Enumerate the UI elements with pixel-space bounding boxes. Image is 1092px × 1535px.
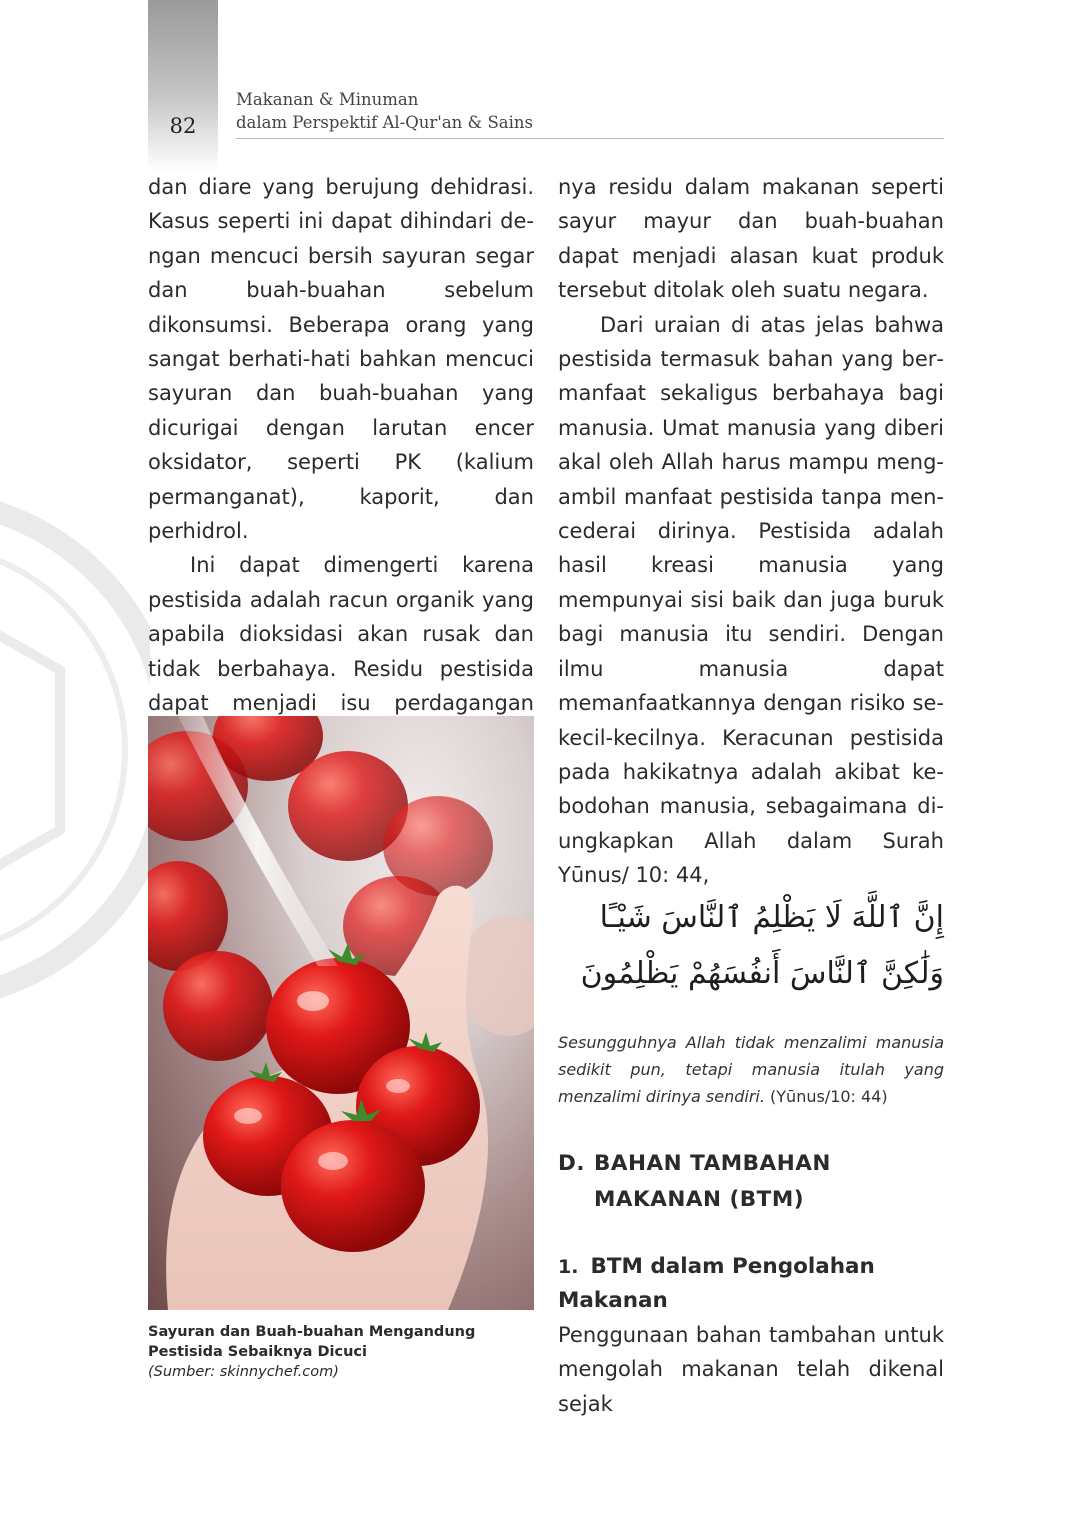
figure-caption-source: (Sumber: skinnychef.com) — [148, 1364, 339, 1380]
figure-caption — [148, 1322, 534, 1382]
subsection-title: BTM dalam Pengolahan Makanan — [558, 1254, 875, 1313]
subsection-heading — [558, 1250, 944, 1318]
right-bottom-text — [558, 1318, 944, 1421]
book-title-line-2: dalam Perspektif Al-Qur'an & Sains — [236, 113, 533, 132]
header-divider — [236, 138, 944, 139]
subsection-number: 1. — [558, 1256, 579, 1278]
page-number-tab — [148, 0, 218, 172]
tomato-illustration-icon — [148, 716, 534, 1310]
left-text-column — [148, 170, 534, 755]
left-paragraph-1: dan diare yang berujung dehidrasi. Kasus seperti ini dapat dihindari dengan mencuci bersih sayuran segar dan buah-buahan sebelum dikonsumsi. Beberapa orang yang sangat berhati-hati bahkan mencuci sayuran dan buah-buahan yang dicurigai dengan larutan encer oksidator, seperti PK (kalium permanganat), kaporit, dan perhidrol. — [148, 175, 534, 544]
figure-caption-title: Sayuran dan Buah-buahan Mengandung Pestisida Sebaiknya Dicuci — [148, 1324, 476, 1360]
left-paragraph-2: Ini dapat dimengerti karena pestisida adalah racun organik yang apabila dioksidasi akan rusak dan tidak berbahaya. Residu pestisida dapat menjadi isu perdagangan — [148, 553, 534, 716]
book-title-line-1: Makanan & Minuman — [236, 90, 419, 109]
section-heading — [558, 1146, 944, 1218]
verse-reference: (Yūnus/10: 44) — [770, 1087, 888, 1106]
right-text-column — [558, 170, 944, 893]
running-title — [236, 88, 533, 134]
quran-verse-arabic: إِنَّ ٱللَّهَ لَا يَظْلِمُ ٱلنَّاسَ شَيْـًا وَلَٰكِنَّ ٱلنَّاسَ أَنفُسَهُمْ يَظْلِمُونَ — [580, 900, 944, 991]
right-paragraph-3: Penggunaan bahan tambahan untuk mengolah makanan telah dikenal sejak — [558, 1323, 944, 1416]
stamp-watermark-icon — [0, 440, 150, 1060]
verse-translation-text: Sesungguhnya Allah tidak menzalimi manusia sedikit pun, tetapi manusia itulah yang menzalimi dirinya sendiri. — [558, 1033, 944, 1106]
right-paragraph-2: Dari uraian di atas jelas bahwa pestisida termasuk bahan yang bermanfaat sekaligus berbahaya bagi manusia. Umat manusia yang diberi akal oleh Allah harus mampu mengambil manfaat pestisida tanpa mencederai dirinya. Pestisida adalah hasil kreasi manusia yang mempunyai sisi baik dan juga buruk bagi manusia itu sendiri. Dengan ilmu manusia dapat memanfaatkannya dengan risiko sekecil-kecilnya. Keracunan pestisida pada hakikatnya adalah akibat kebodohan manusia, sebagaimana diungkapkan Allah dalam Surah Yūnus/ 10: 44, — [558, 312, 944, 888]
section-title: BAHAN TAMBAHAN MAKANAN (BTM) — [594, 1151, 831, 1212]
page-number: 82 — [169, 114, 197, 138]
right-paragraph-1: nya residu dalam makanan seperti sayur mayur dan buah-buahan dapat menjadi alasan kuat produk tersebut ditolak oleh suatu negara. — [558, 175, 944, 303]
verse-translation — [558, 1029, 944, 1110]
tomato-washing-photo — [148, 716, 534, 1310]
section-letter: D. — [558, 1151, 586, 1176]
